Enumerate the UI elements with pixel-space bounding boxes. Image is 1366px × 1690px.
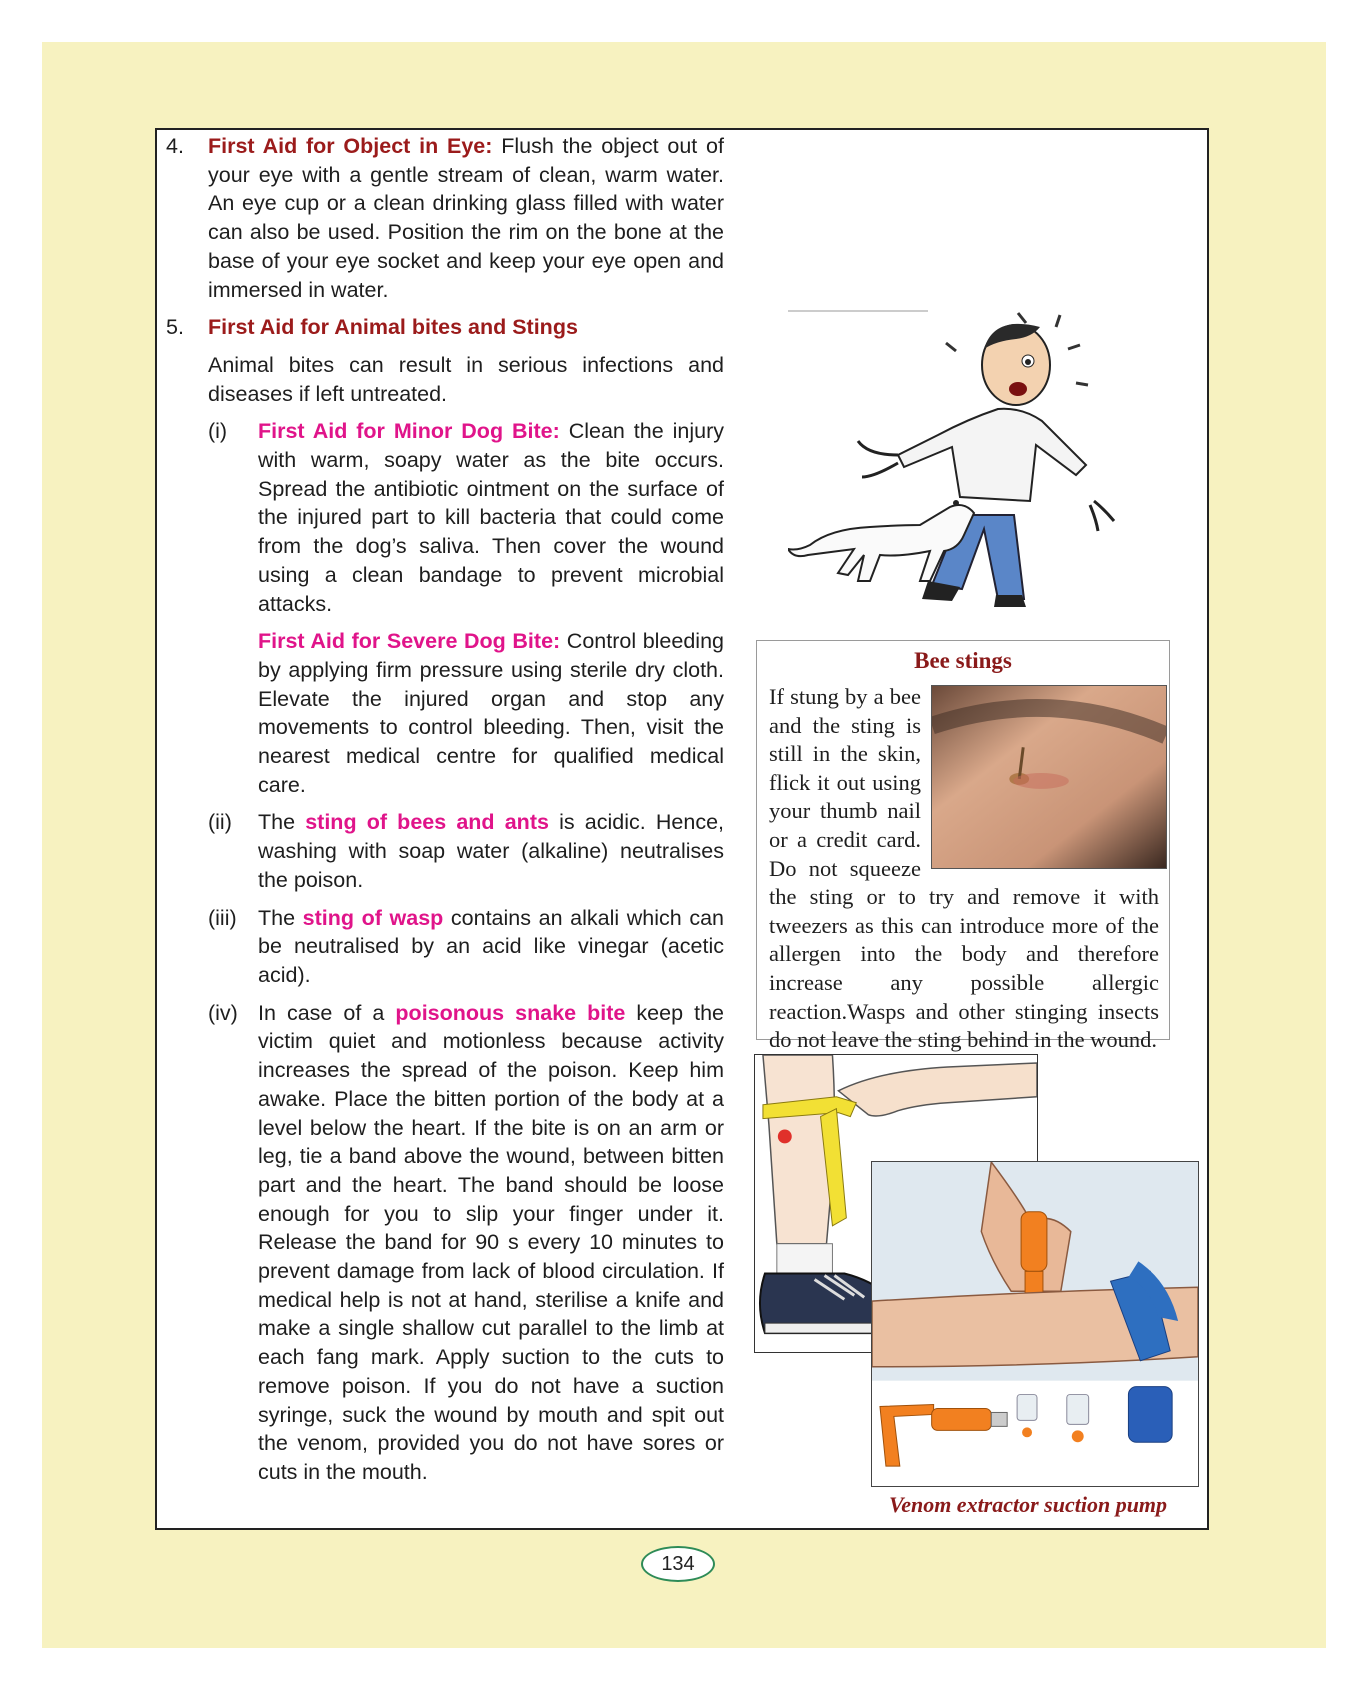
subitem-extra-paragraph [258,627,724,799]
subitem-number: (iii) [208,905,237,930]
subitem-paragraph [258,904,724,990]
subitem-highlight: poisonous snake bite [395,1000,626,1025]
bee-stings-box [756,640,1170,1053]
subitem-bee-ant [208,808,724,894]
pump-caption: Venom extractor suction pump [888,1492,1168,1517]
subitem-text-pre: In case of a [258,1000,396,1025]
subitem-number: (ii) [208,810,232,835]
subitem-number: (i) [208,419,228,444]
subitem-text: Clean the injury with warm, soapy water as the bite occurs. Spread the antibiotic ointment on the surface of the injured part to kill bacteria that could come from the dog’s saliva. Then cover the wound using a clean bandage to prevent microbial attacks. [258,419,724,616]
item-text: Flush the object out of your eye with a gentle stream of clean, warm water. An eye cup or a clean drinking glass filled with water can also be used. Position the rim on the bone at the base of your eye socket and keep your eye open and immersed in water. [208,134,724,302]
main-text-column [166,132,724,1496]
item-number: 5. [166,315,184,340]
item-paragraph [208,313,724,342]
subitem-paragraph [258,417,724,618]
subitem-heading: First Aid for Minor Dog Bite: [258,419,560,444]
item-paragraph [208,132,724,304]
subitem-paragraph [258,808,724,894]
subitem-dog-bite [208,417,724,799]
subitem-text-post: contains an alkali which can be neutralised by an acid like vinegar (acetic acid). [258,905,724,987]
subitem-snake [208,999,724,1487]
page-number: 134 [641,1546,715,1582]
subitem-text-post: is acidic. Hence, washing with soap water (alkaline) neutralises the poison. [258,810,724,892]
subitem-extra-text: Control bleeding by applying firm pressure using sterile dry cloth. Elevate the injured organ and stop any movements to control bleeding. Then, visit the nearest medical centre for qualified medical care. [258,629,724,797]
item-intro: Animal bites can result in serious infections and diseases if left untreated. [208,352,724,406]
subitem-paragraph [258,999,724,1487]
dog-bite-illustration [788,305,1128,615]
item-heading: First Aid for Animal bites and Stings [208,315,578,340]
venom-pump-illustration [871,1161,1199,1487]
subitem-extra-heading: First Aid for Severe Dog Bite: [258,629,561,654]
list-item-eye [166,132,724,304]
bee-box-title: Bee stings [914,648,1012,673]
subitem-text-pre: The [258,810,306,835]
bee-sting-photo [931,685,1167,869]
subitem-number: (iv) [208,1000,238,1025]
item-heading: First Aid for Object in Eye: [208,134,493,158]
subitem-text-pre: The [258,905,303,930]
subitem-wasp [208,904,724,990]
item-number: 4. [166,134,184,158]
list-item-bites [166,313,724,1486]
subitem-text-post: keep the victim quiet and motionless because activity increases the spread of the poison. Keep him awake. Place the bitten portion of the body at a level below the heart. If the bite is on an arm or leg, tie a band above the wound, between bitten part and the heart. The band should be loose enough for you to slip your finger under it. Release the band for 90 s every 10 minutes to prevent damage from lack of blood circulation. If medical help is not at hand, sterilise a knife and make a single shallow cut parallel to the limb at each fang mark. Apply suction to the cuts to remove poison. If you do not have a suction syringe, suck the wound by mouth and spit out the venom, provided you do not have sores or cuts in the mouth. [258,1000,724,1484]
subitem-highlight: sting of bees and ants [305,810,549,835]
bee-box-text: If stung by a bee and the sting is still in the skin, flick it out using your thumb nail or a credit card. Do not squeeze the sting or to try and remove it with tweezers as this can introduce more of the allergen into the body and therefore increase any possible allergic reaction.Wasps and other stinging insects do not leave the sting behind in the wound. [769,684,1159,1053]
subitem-highlight: sting of wasp [302,905,444,930]
